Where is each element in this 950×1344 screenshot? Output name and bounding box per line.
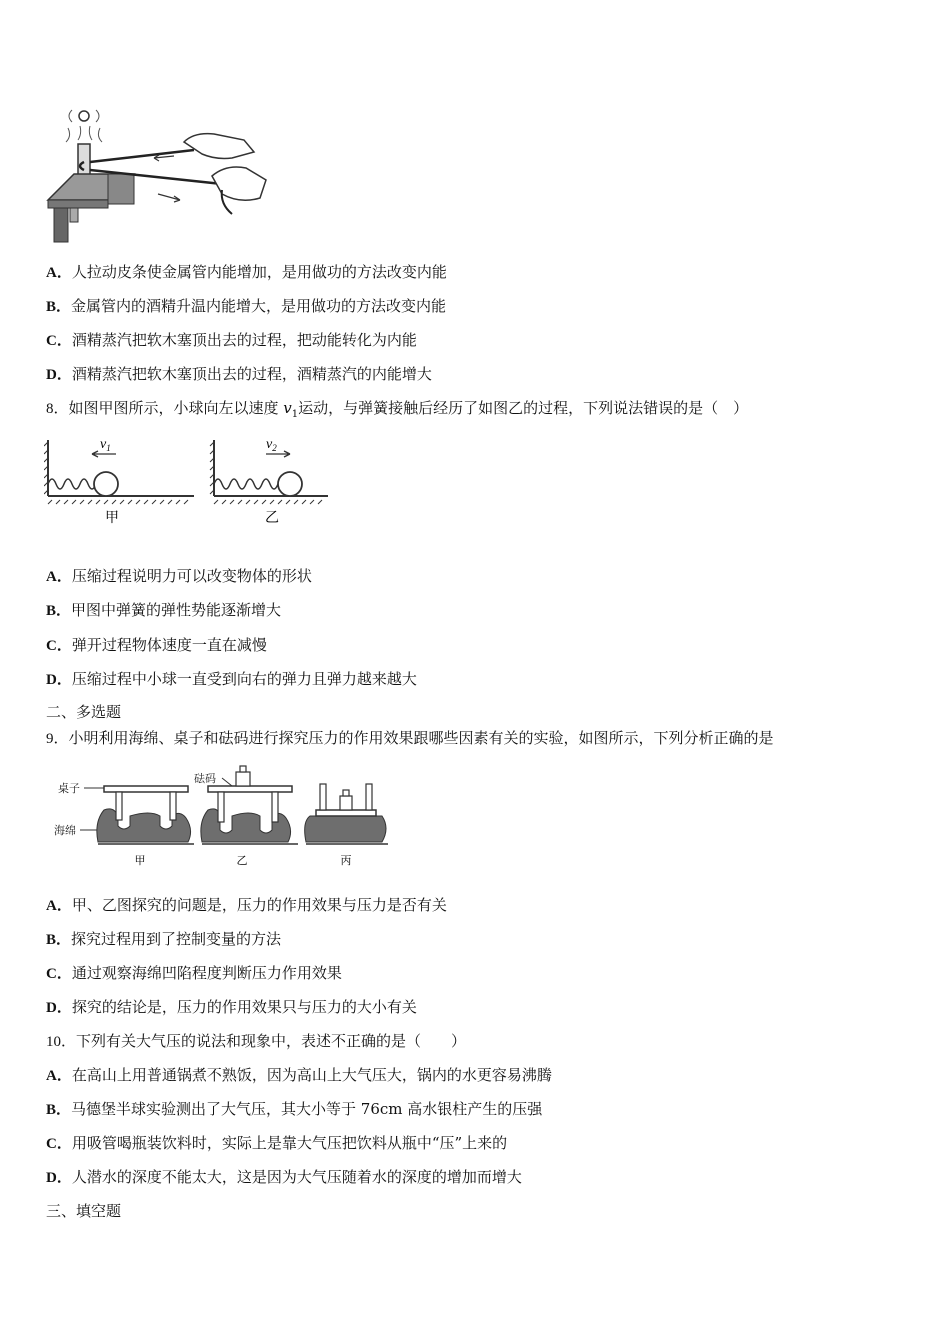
q10-option-c: C．用吸管喝瓶装饮料时，实际上是靠大气压把饮料从瓶中“压”上来的 — [46, 1134, 508, 1152]
q7-option-a: A．人拉动皮条使金属管内能增加，是用做功的方法改变内能 — [46, 263, 447, 281]
q7-option-d: D．酒精蒸汽把软木塞顶出去的过程，酒精蒸汽的内能增大 — [46, 365, 432, 383]
q9-option-a: A．甲、乙图探究的问题是，压力的作用效果与压力是否有关 — [46, 896, 447, 914]
section-heading-multi: 二、多选题 — [46, 703, 122, 721]
label-table: 桌子 — [58, 782, 80, 795]
spring-ball-figure — [44, 436, 334, 530]
q10-option-b: B．马德堡半球实验测出了大气压，其大小等于 76cm 高水银柱产生的压强 — [46, 1100, 543, 1118]
q9-caption-jia: 甲 — [134, 854, 146, 867]
v1-label: $v_1$ — [100, 437, 111, 453]
v2-label: $v_2$ — [266, 437, 277, 453]
q10-option-a: A．在高山上用普通锅煮不熟饭，因为高山上大气压大，锅内的水更容易沸腾 — [46, 1066, 552, 1084]
q9-option-d: D．探究的结论是，压力的作用效果只与压力的大小有关 — [46, 998, 417, 1016]
q7-option-b: B．金属管内的酒精升温内能增大，是用做功的方法改变内能 — [46, 297, 447, 315]
q8-option-d: D．压缩过程中小球一直受到向右的弹力且弹力越来越大 — [46, 670, 417, 688]
q8-option-a: A．压缩过程说明力可以改变物体的形状 — [46, 567, 312, 585]
sponge-table-figure — [54, 760, 394, 870]
fig-caption-yi: 乙 — [265, 510, 279, 526]
q9-caption-yi: 乙 — [236, 854, 248, 867]
q9-option-c: C．通过观察海绵凹陷程度判断压力作用效果 — [46, 964, 342, 982]
label-sponge: 海绵 — [54, 824, 76, 837]
q10-stem: 10．下列有关大气压的说法和现象中，表述不正确的是（ ） — [46, 1032, 467, 1050]
q9-caption-bing: 丙 — [340, 854, 352, 867]
section-heading-fill: 三、填空题 — [46, 1202, 122, 1220]
q9-option-b: B．探究过程用到了控制变量的方法 — [46, 930, 282, 948]
q10-option-d: D．人潜水的深度不能太大，这是因为大气压随着水的深度的增加而增大 — [46, 1168, 522, 1186]
friction-tube-figure — [44, 104, 274, 244]
q9-stem: 9．小明利用海绵、桌子和砝码进行探究压力的作用效果跟哪些因素有关的实验，如图所示，下列分析正确的是 — [46, 729, 774, 747]
q8-option-c: C．弹开过程物体速度一直在减慢 — [46, 636, 267, 654]
q8-stem: 8．如图甲图所示，小球向左以速度 $v_1$运动，与弹簧接触后经历了如图乙的过程，下列说法错误的是（ ） — [46, 399, 749, 420]
q7-option-c: C．酒精蒸汽把软木塞顶出去的过程，把动能转化为内能 — [46, 331, 417, 349]
label-weight: 砝码 — [194, 772, 216, 785]
fig-caption-jia: 甲 — [105, 510, 119, 526]
q8-option-b: B．甲图中弹簧的弹性势能逐渐增大 — [46, 601, 282, 619]
